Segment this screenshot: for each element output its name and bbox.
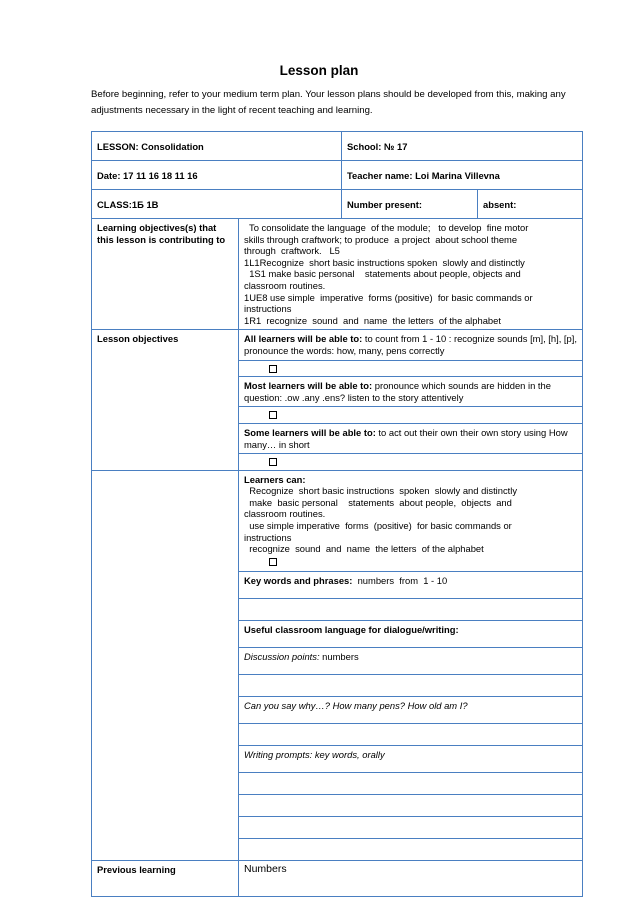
some-learners-label: Some learners will be able to: — [244, 426, 376, 438]
learners-can-cell — [239, 470, 583, 572]
all-learners-text: to count from 1 - 10 : recognize sounds [m], [h], [p], pronounce the words: how, many, pens correctly — [244, 333, 577, 356]
learners-can-line: Recognize short basic instructions spoken slowly and distinctly — [244, 485, 518, 497]
key-words-text: numbers from 1 - 10 — [352, 575, 448, 587]
date-cell: Date: 17 11 16 18 11 16 — [92, 161, 342, 190]
page-title: Lesson plan — [279, 63, 359, 78]
discussion-label: Discussion points: — [244, 651, 320, 663]
checkbox-icon — [269, 411, 277, 419]
checkbox-icon — [269, 458, 277, 466]
previous-learning-label: Previous learning — [92, 861, 239, 897]
lo-line: 1R1 recognize sound and name the letters of the alphabet — [244, 314, 501, 326]
discussion-text: numbers — [319, 651, 359, 663]
learners-can-line: classroom routines. — [244, 508, 326, 520]
lo-line: through craftwork. L5 — [244, 245, 340, 257]
learning-objectives-label: Learning objectives(s) that this lesson is contributing to — [92, 219, 239, 330]
lo-line: 1UE8 use simple imperative forms (positive) for basic commands or — [244, 291, 533, 303]
all-learners-cell — [239, 330, 583, 360]
teacher-cell: Teacher name: Loi Marina Villevna — [342, 161, 583, 190]
most-learners-text: pronounce which sounds are hidden in the question: .ow .any .ens? listen to the story attentively — [244, 380, 551, 403]
lo-line: classroom routines. — [244, 279, 326, 291]
some-learners-cell — [239, 423, 583, 453]
class-cell: CLASS:1Б 1B — [92, 190, 342, 219]
blank-left-cell — [92, 470, 239, 861]
intro-text: Before beginning, refer to your medium term plan. Your lesson plans should be developed from this, making any adjustments necessary in the light of recent teaching and learning. — [91, 89, 566, 116]
learners-can-line: use simple imperative forms (positive) for basic commands or — [244, 520, 512, 532]
most-learners-cell — [239, 377, 583, 407]
some-learners-text: to act out their own their own story using How many… in short — [244, 426, 568, 450]
writing-prompts-cell: Writing prompts: key words, orally — [239, 746, 583, 773]
checkbox-icon — [269, 365, 277, 373]
lo-line: 1S1 make basic personal statements about people, objects and — [244, 268, 521, 280]
learners-can-line: make basic personal statements about people, objects and — [244, 496, 512, 508]
can-you-say-cell: Can you say why…? How many pens? How old am I? — [239, 697, 583, 724]
lo-line: instructions — [244, 303, 292, 315]
discussion-cell — [239, 648, 583, 675]
present-cell: Number present: — [342, 190, 478, 219]
lesson-cell: LESSON: Consolidation — [92, 132, 342, 161]
lo-line: skills through craftwork; to produce a project about school theme — [244, 233, 518, 245]
lo-line: 1L1Recognize short basic instructions spoken slowly and distinctly — [244, 256, 525, 268]
learners-can-line: recognize sound and name the letters of the alphabet — [244, 543, 484, 555]
learners-can-line: instructions — [244, 531, 292, 543]
key-words-label: Key words and phrases: — [244, 575, 353, 587]
all-learners-label: All learners will be able to: — [244, 333, 363, 345]
checkbox-icon — [269, 558, 277, 566]
lesson-plan-table — [91, 131, 583, 897]
most-learners-label: Most learners will be able to: — [244, 380, 373, 392]
lo-line: To consolidate the language of the module; to develop fine motor — [244, 222, 529, 233]
learning-objectives-text — [239, 219, 583, 330]
learners-can-label: Learners can: — [244, 473, 306, 485]
absent-cell: absent: — [478, 190, 583, 219]
key-words-cell — [239, 572, 583, 599]
school-cell: School: № 17 — [342, 132, 583, 161]
useful-language-cell: Useful classroom language for dialogue/writing: — [239, 621, 583, 648]
lesson-objectives-label: Lesson objectives — [92, 330, 239, 470]
previous-learning-value: Numbers — [239, 861, 583, 897]
